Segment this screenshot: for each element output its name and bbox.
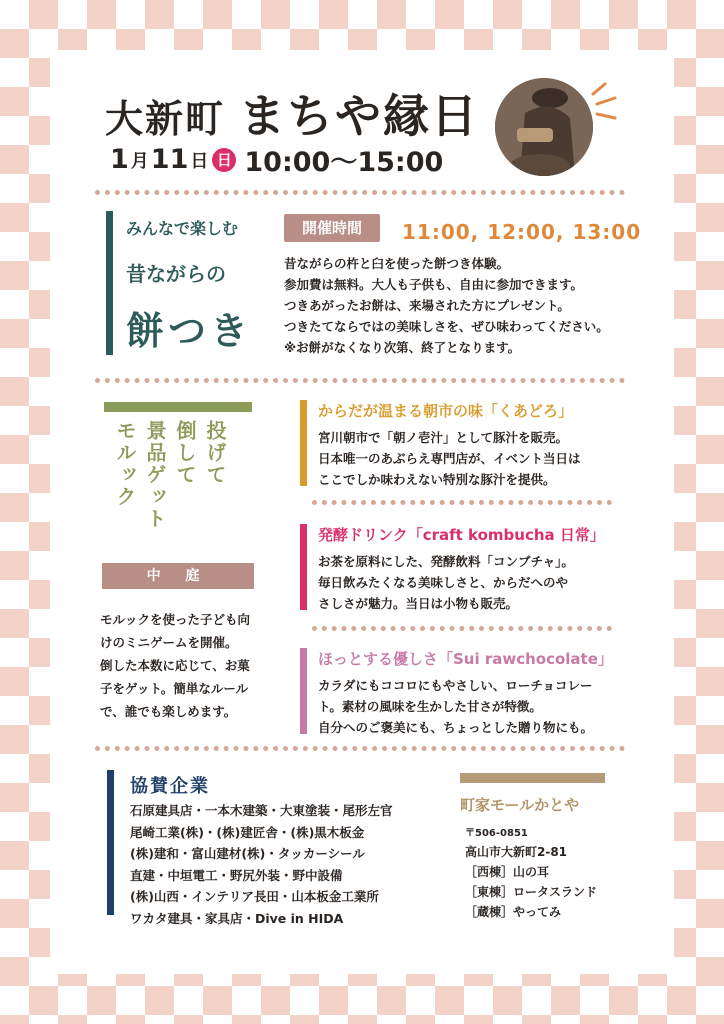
game-desc-line: 倒した本数に応じて、お菓: [100, 658, 250, 673]
vendor3-title: ほっとする優しさ「Sui rawchocolate」: [318, 650, 613, 668]
venue-address-block: [465, 826, 597, 922]
divider-vendor-2: [312, 626, 612, 631]
game-line: 景品ゲット: [143, 420, 167, 530]
divider-vendor-1: [312, 500, 612, 505]
vendor1-description: [318, 427, 581, 490]
mochi-line2: 昔ながらの: [126, 262, 226, 286]
game-description: [100, 608, 250, 723]
date-month-unit: 月: [130, 150, 149, 172]
venue-name: 町家モールかとや: [460, 796, 580, 814]
sponsor-title: 協賛企業: [130, 776, 210, 797]
sponsor-line: 石原建具店・一本木建築・大東塗装・尾形左官: [130, 803, 393, 818]
mochi-desc-line: 参加費は無料。大人も子供も、自由に参加できます。: [284, 277, 584, 292]
sponsor-list: [130, 800, 393, 929]
vendor1-title: からだが温まる朝市の味「くあどろ」: [318, 402, 574, 420]
divider-mid: [95, 378, 625, 383]
vendor2-title: 発酵ドリンク「craft kombucha 日常」: [318, 526, 605, 544]
divider-bottom: [95, 746, 625, 751]
vendor3-desc-line: ト。素材の風味を生かした甘さが特徴。: [318, 699, 542, 714]
sponsor-accent-bar: [107, 770, 114, 915]
mochi-accent-bar: [106, 211, 113, 355]
vendor3-description: [318, 675, 593, 738]
game-vertical-text: [110, 420, 230, 550]
mochi-desc-line: 昔ながらの杵と臼を使った餅つき体験。: [284, 256, 510, 271]
event-date: [110, 140, 443, 179]
vendor3-desc-line: 自分へのご褒美にも、ちょっとした贈り物にも。: [318, 720, 594, 735]
sponsor-line: 直建・中垣電工・野尻外装・野中設備: [130, 867, 343, 883]
vendor2-desc-line: お茶を原料にした、発酵飲料「コンブチャ」。: [318, 554, 574, 569]
vendor2-description: [318, 551, 574, 614]
mochi-photo: [495, 78, 593, 176]
date-month: 1: [110, 144, 129, 175]
date-day: 11: [150, 144, 189, 175]
sponsor-line: 尾崎工業(株)・(株)建匠舎・(株)黒木板金: [130, 824, 365, 840]
date-day-unit: 日: [190, 150, 209, 172]
title-event: まちや縁日: [239, 89, 480, 143]
mochi-line3: 餅つき: [126, 309, 253, 353]
game-line: 投げて: [203, 420, 227, 486]
sponsor-line: ワカタ建具・家具店・Dive in HIDA: [130, 910, 344, 926]
game-desc-line: で、誰でも楽しめます。: [100, 704, 237, 719]
vendor2-desc-line: さしさが魅力。当日は小物も販売。: [318, 596, 519, 611]
venue-building: ［東棟］ロータスランド: [465, 885, 598, 899]
game-line: モルック: [113, 420, 137, 508]
weekday-badge: 日: [212, 148, 236, 172]
sponsor-line: (株)山西・インテリア長田・山本板金工業所: [130, 889, 379, 904]
mochi-description: [284, 253, 609, 358]
game-accent-bar: [104, 402, 252, 412]
vendor1-desc-line: ここでしか味わえない特別な豚汁を提供。: [318, 472, 556, 487]
title-place: 大新町: [105, 97, 226, 141]
venue-building: ［西棟］山の耳: [465, 865, 550, 879]
game-desc-line: けのミニゲームを開催。: [100, 635, 238, 650]
game-desc-line: モルックを使った子ども向: [100, 612, 251, 627]
vendor1-desc-line: 日本唯一のあぶらえ専門店が、イベント当日は: [318, 451, 581, 466]
mochi-desc-line: ※お餅がなくなり次第、終了となります。: [284, 340, 521, 355]
event-title: [105, 80, 479, 146]
vendor1-accent-bar: [300, 400, 307, 486]
venue-postal: 〒506-0851: [465, 828, 528, 839]
game-line: 倒して: [173, 420, 197, 486]
mochi-times: 11:00, 12:00, 13:00: [402, 220, 642, 244]
vendor2-accent-bar: [300, 524, 307, 610]
vendor3-desc-line: カラダにもココロにもやさしい、ローチョコレー: [318, 678, 593, 693]
sparkle-lines-icon: [585, 80, 625, 130]
game-desc-line: 子をゲット。簡単なルール: [100, 681, 249, 696]
venue-building: ［蔵棟］やってみ: [465, 905, 562, 919]
vendor3-accent-bar: [300, 648, 307, 734]
mochi-line1: みんなで楽しむ: [126, 219, 239, 238]
location-tag: 中 庭: [102, 563, 254, 589]
divider-top: [95, 190, 625, 195]
vendor1-desc-line: 宮川朝市で「朝ノ壱汁」として豚汁を販売。: [318, 430, 569, 445]
time-range: 10:00〜15:00: [244, 147, 444, 178]
mochi-desc-line: つきたてならではの美味しさを、ぜひ味わってください。: [284, 319, 609, 334]
mochi-desc-line: つきあがったお餅は、来場された方にプレゼント。: [284, 298, 570, 313]
vendor2-desc-line: 毎日飲みたくなる美味しさと、からだへのや: [318, 575, 569, 590]
sponsor-line: (株)建和・富山建材(株)・タッカーシール: [130, 846, 365, 861]
time-tag: 開催時間: [284, 214, 380, 242]
venue-address: 高山市大新町2-81: [465, 845, 568, 859]
venue-accent-bar: [460, 773, 605, 783]
